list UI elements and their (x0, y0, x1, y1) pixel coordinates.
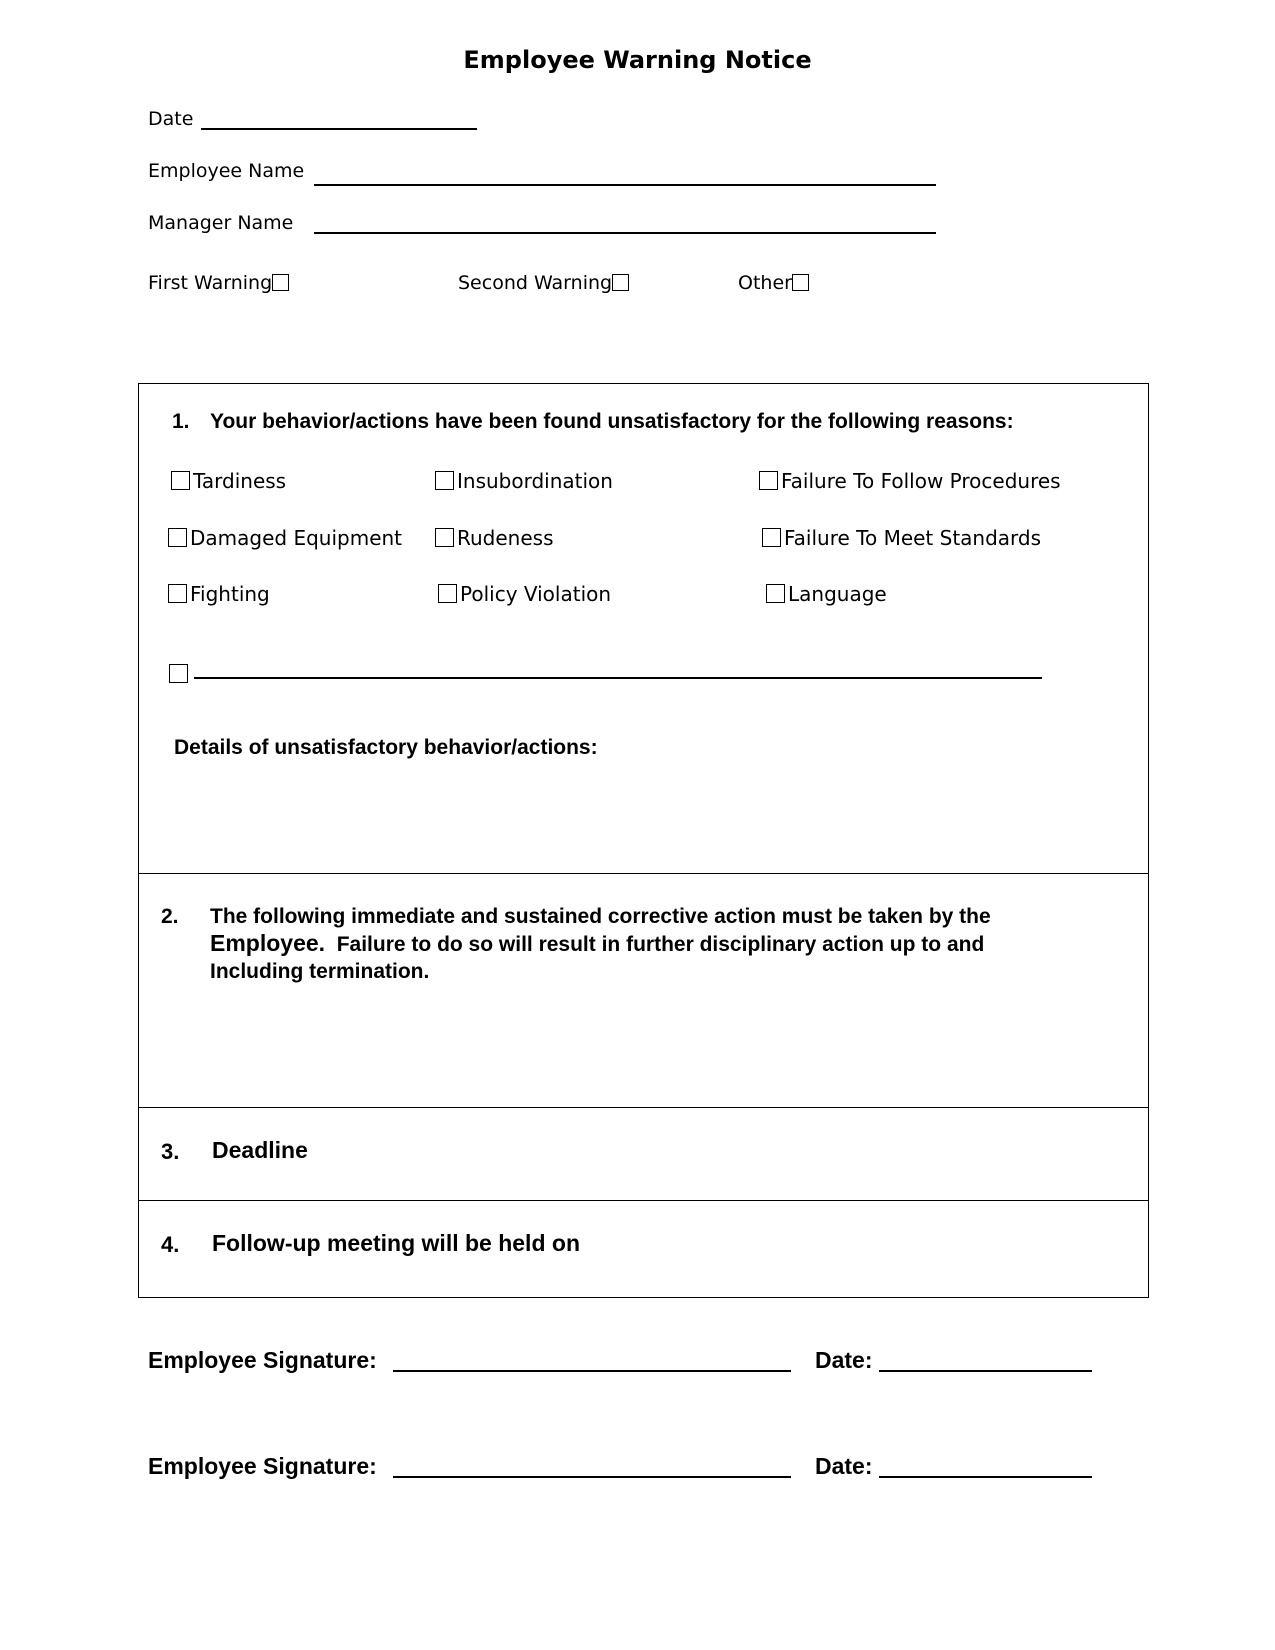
section2-employee-word: Employee. (210, 930, 326, 956)
section2-text (210, 903, 1110, 985)
section4-number: 4. (161, 1232, 180, 1257)
damaged-equipment-checkbox[interactable] (168, 528, 187, 547)
reason-tardiness (171, 469, 286, 493)
reason-failure-standards (762, 526, 1041, 550)
manager-name-label: Manager Name (148, 212, 294, 234)
page-title: Employee Warning Notice (463, 46, 812, 74)
follow-up-label: Follow-up meeting will be held on (212, 1230, 580, 1256)
insubordination-checkbox[interactable] (435, 471, 454, 490)
failure-procedures-checkbox[interactable] (759, 471, 778, 490)
section1-heading: Your behavior/actions have been found unsatisfactory for the following reasons: (210, 410, 1014, 433)
signature-date-label: Date: (815, 1453, 873, 1479)
second-warning-label: Second Warning (458, 272, 613, 294)
other-reason-field[interactable] (194, 677, 1042, 679)
tardiness-checkbox[interactable] (171, 471, 190, 490)
reason-damaged-equipment (168, 526, 402, 550)
failure-procedures-label: Failure To Follow Procedures (781, 469, 1061, 493)
date-label: Date (148, 108, 194, 130)
reason-language (766, 582, 887, 606)
section2-line1: The following immediate and sustained corrective action must be taken by the (210, 905, 991, 928)
damaged-equipment-label: Damaged Equipment (190, 526, 403, 550)
date-field[interactable] (201, 128, 477, 130)
reason-insubordination (435, 469, 613, 493)
section-divider (138, 1200, 1149, 1201)
employee-signature-label: Employee Signature: (148, 1347, 377, 1373)
second-warning-checkbox[interactable] (612, 274, 629, 291)
rudeness-checkbox[interactable] (435, 528, 454, 547)
section2-line3: Including termination. (210, 960, 430, 983)
signature-date-field[interactable] (879, 1370, 1092, 1372)
language-label: Language (788, 582, 887, 606)
section3-number: 3. (161, 1139, 180, 1164)
rudeness-label: Rudeness (457, 526, 554, 550)
section2-line2: Failure to do so will result in further disciplinary action up to and (336, 933, 985, 956)
first-warning-label: First Warning (148, 272, 273, 294)
insubordination-label: Insubordination (457, 469, 613, 493)
section-divider (138, 873, 1149, 874)
deadline-label: Deadline (212, 1137, 308, 1163)
other-warning-checkbox[interactable] (792, 274, 809, 291)
failure-standards-label: Failure To Meet Standards (784, 526, 1042, 550)
policy-violation-label: Policy Violation (460, 582, 612, 606)
section1-number: 1. (172, 410, 190, 433)
failure-standards-checkbox[interactable] (762, 528, 781, 547)
reason-failure-procedures (759, 469, 1061, 493)
fighting-checkbox[interactable] (168, 584, 187, 603)
other-warning-label: Other (738, 272, 792, 294)
second-warning-option (458, 272, 629, 294)
tardiness-label: Tardiness (193, 469, 287, 493)
first-warning-option (148, 272, 289, 294)
section-divider (138, 1107, 1149, 1108)
employee-signature-field[interactable] (393, 1476, 791, 1478)
fighting-label: Fighting (190, 582, 270, 606)
first-warning-checkbox[interactable] (272, 274, 289, 291)
policy-violation-checkbox[interactable] (438, 584, 457, 603)
signature-date-field[interactable] (879, 1476, 1092, 1478)
employee-name-field[interactable] (314, 184, 936, 186)
other-reason-checkbox[interactable] (169, 664, 188, 683)
employee-signature-field[interactable] (393, 1370, 791, 1372)
reason-policy-violation (438, 582, 611, 606)
manager-name-field[interactable] (314, 232, 936, 234)
reason-fighting (168, 582, 270, 606)
section2-number: 2. (161, 905, 179, 928)
employee-name-label: Employee Name (148, 160, 305, 182)
reason-rudeness (435, 526, 554, 550)
signature-date-label: Date: (815, 1347, 873, 1373)
other-warning-option (738, 272, 809, 294)
details-label: Details of unsatisfactory behavior/actions: (174, 736, 598, 759)
employee-signature-label: Employee Signature: (148, 1453, 377, 1479)
language-checkbox[interactable] (766, 584, 785, 603)
